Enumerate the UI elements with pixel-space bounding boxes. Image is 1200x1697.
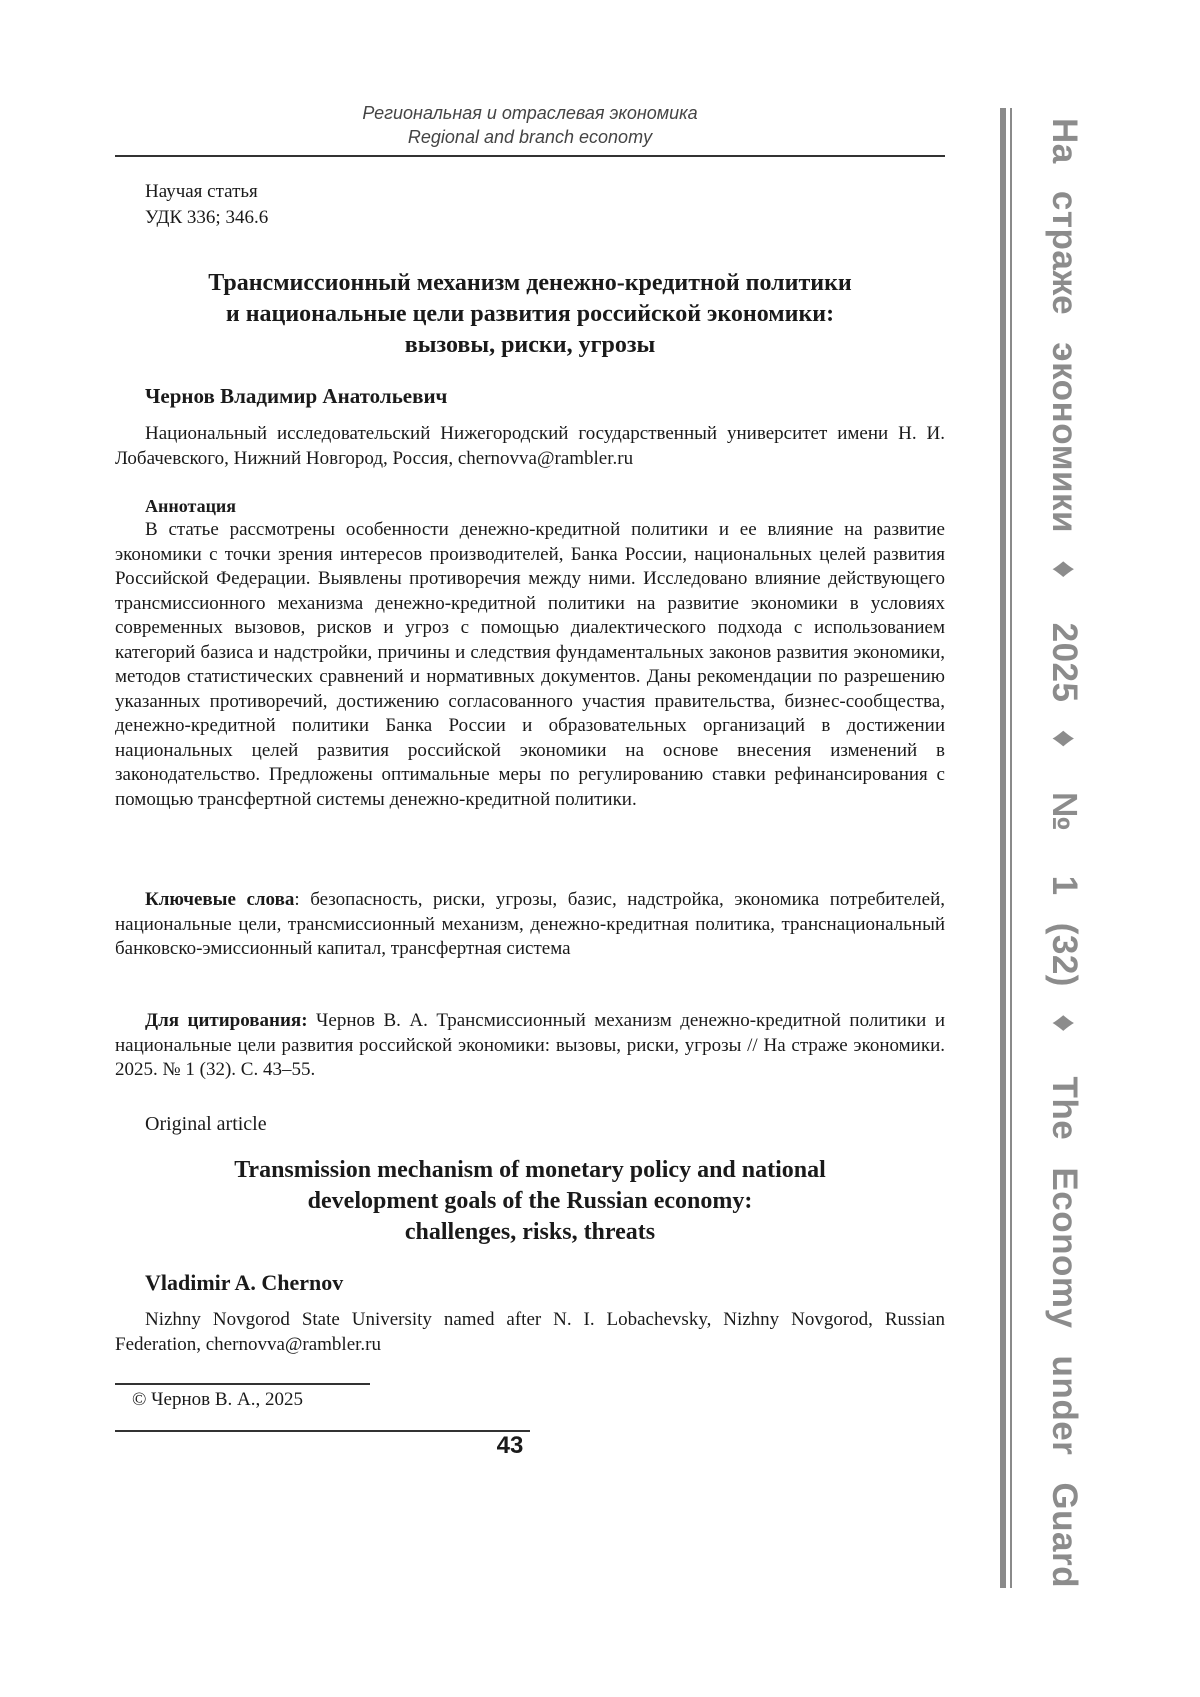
citation-text: Чернов В. А. Трансмиссионный механизм денежно-кредитной политики и национальные цели развития российской экономики: вызовы, риски, угрозы // На страже экономики. 2025. № 1 (32). С. 43–55.	[115, 1010, 945, 1080]
page-number: 43	[470, 1432, 550, 1460]
article-type-en: Original article	[145, 1112, 975, 1137]
title-ru	[115, 268, 945, 361]
author-en: Vladimir A. Chernov	[145, 1270, 343, 1296]
title-ru-line: и национальные цели развития российской экономики:	[115, 299, 945, 330]
title-en-line: challenges, risks, threats	[115, 1217, 945, 1248]
title-ru-line: вызовы, риски, угрозы	[115, 330, 945, 361]
running-header-en: Regional and branch economy	[115, 125, 945, 149]
udc: УДК 336; 346.6	[145, 206, 975, 231]
author-ru: Чернов Владимир Анатольевич	[145, 384, 447, 409]
side-bar-thick	[1000, 108, 1006, 1588]
title-ru-line: Трансмиссионный механизм денежно-кредитной политики	[115, 268, 945, 299]
keywords	[115, 888, 945, 962]
running-header-ru: Региональная и отраслевая экономика	[115, 101, 945, 125]
title-en-line: Transmission mechanism of monetary policy and national	[115, 1155, 945, 1186]
title-en	[115, 1155, 945, 1248]
header-rule	[115, 155, 945, 157]
side-banner: На страже экономики ♦ 2025 ♦ № 1 (32) ♦ The Economy under Guard	[1044, 118, 1084, 1588]
affiliation-ru: Национальный исследовательский Нижегородский государственный университет имени Н. И. Лобачевского, Нижний Новгород, Россия, chernovva@rambler.ru	[115, 422, 945, 471]
footer-rule	[115, 1430, 530, 1432]
citation-label: Для цитирования:	[145, 1010, 308, 1031]
keywords-label: Ключевые слова	[145, 889, 294, 910]
abstract-heading: Аннотация	[145, 494, 975, 519]
affiliation-en: Nizhny Novgorod State University named after N. I. Lobachevsky, Nizhny Novgorod, Russian Federation, chernovva@rambler.ru	[115, 1308, 945, 1357]
footnote-rule	[115, 1383, 370, 1385]
side-bar-thin	[1010, 108, 1012, 1588]
keywords-text: : безопасность, риски, угрозы, базис, надстройка, экономика потребителей, национальные цели, трансмиссионный механизм, денежно-кредитная политика, транснациональный банковско-эмиссионный капитал, трансфертная система	[115, 889, 945, 959]
article-type-ru: Научая статья	[145, 180, 975, 205]
title-en-line: development goals of the Russian economy:	[115, 1186, 945, 1217]
copyright: © Чернов В. А., 2025	[132, 1388, 962, 1413]
citation	[115, 1009, 945, 1083]
abstract-text: В статье рассмотрены особенности денежно-кредитной политики и ее влияние на развитие экономики с точки зрения интересов производителей, Банка России, национальных целей развития Российской Федерации. Выявлены противоречия между ними. Исследовано влияние действующего трансмиссионного механизма денежно-кредитной политики на развитие экономики в условиях современных вызовов, рисков и угроз с помощью диалектического подхода с использованием категорий базиса и надстройки, причины и следствия фундаментальных законов развития экономики, методов статистических сравнений и нормативных документов. Даны рекомендации по разрешению указанных противоречий, достижению согласованного участия правительства, бизнес-сообщества, денежно-кредитной политики Банка России и образовательных организаций в достижении национальных целей развития российской экономики на основе внесения изменений в законодательство. Предложены оптимальные меры по регулированию ставки рефинансирования с помощью трансфертной системы денежно-кредитной политики.	[115, 518, 945, 812]
